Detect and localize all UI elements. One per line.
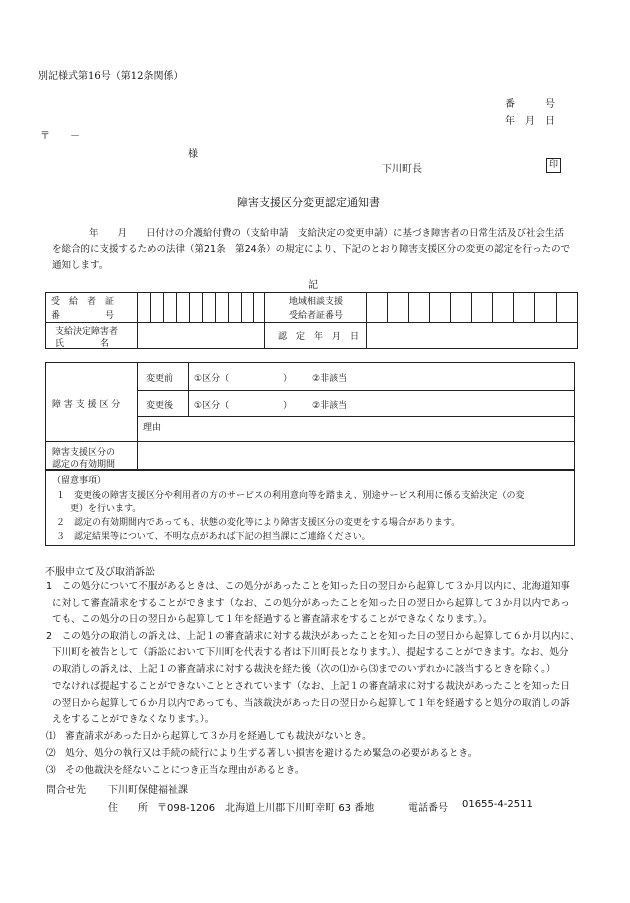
validity-label-line1: 障害支援区分の — [52, 448, 116, 458]
phone-label: 電話番号 — [408, 803, 448, 814]
appeal-condition-2: ⑵ 処分、処分の執行又は手続の続行により生ずる著しい損害を避けるため緊急の必要があるとき。 — [46, 748, 478, 759]
appeal-2-line3: の取消しの訴えは、上記１の審査請求に対する裁決を経た後（次の⑴から⑶までのいずれかに該当するときを除く。） — [52, 664, 556, 675]
intro-line-2: を総合的に支援するための法律（第21条 第24条）の規定により、下記のとおり障害支援区分の変更の認定を行ったので — [52, 244, 571, 255]
contact-department: 下川町保健福祉課 — [108, 785, 188, 796]
intro-line-3: 通知します。 — [52, 260, 109, 271]
appeal-condition-1: ⑴ 審査請求があった日から起算して３か月を経過しても裁決がないとき。 — [46, 731, 372, 742]
note-1-line2: 更）を行います。 — [70, 504, 142, 514]
appeal-2-line4: でなければ提起することができないこととされています（なお、上記１の審査請求に対する裁決があったことを知った日 — [52, 681, 570, 692]
consult-label-line2: 受給者証番号 — [289, 311, 344, 321]
ki-marker: 記 — [308, 280, 318, 291]
appeal-2-line5: の翌日から起算して６か月以内であっても、当該裁決があった日の翌日から起算して１年を経過すると処分の取消しの訴 — [52, 698, 570, 709]
after-change-label: 変更後 — [146, 401, 174, 411]
phone-number: 01655-4-2511 — [462, 799, 533, 810]
appeal-1-line2: に対して審査請求をすることができます（なお、この処分があったことを知った日の翌日から起算して３か月以内であっ — [52, 598, 570, 609]
appeal-1-line3: ても、この処分の日の翌日から起算して１年を経過すると審査請求をすることができなくなります。）。 — [52, 614, 493, 625]
document-number-label: 番 号 — [505, 99, 555, 110]
addressee-suffix: 様 — [188, 149, 198, 160]
appeal-1-line1: 1 この処分について不服があるときは、この処分があったことを知った日の翌日から起算して３か月以内に、北海道知事 — [46, 581, 570, 592]
certification-date-label: 認 定 年 月 日 — [278, 332, 360, 342]
certification-date-field[interactable] — [368, 324, 577, 348]
consult-label-line1: 地域相談支援 — [289, 297, 344, 307]
support-class-label: 障 害 支 援 区 分 — [52, 400, 121, 410]
cert-label-line2: 番 号 — [51, 311, 115, 321]
note-2: ２ 認定の有効期間内であっても、状態の変化等により障害支援区分の変更をする場合があります。 — [56, 518, 461, 528]
after-not-applicable-option[interactable]: ②非該当 — [312, 401, 348, 411]
contact-label: 問合せ先 — [46, 785, 86, 796]
appeal-2-line1: 2 この処分の取消しの訴えは、上記１の審査請求に対する裁決があったことを知った日の翌日から起算して６か月以内に、 — [46, 631, 580, 642]
appeal-heading: 不服申立て及び取消訴訟 — [45, 567, 155, 578]
reason-label: 理由 — [143, 423, 162, 433]
person-name-field[interactable] — [139, 324, 263, 348]
sender-name: 下川町長 — [382, 164, 422, 175]
address-label: 住 所 — [108, 803, 148, 814]
appeal-2-line2: 下川町を被告として（訴訟において下川町を代表する者は下川町長となります。）、提起することができます。なお、処分 — [52, 647, 569, 658]
issue-date-label: 年 月 日 — [505, 116, 555, 127]
page-title: 障害支援区分変更認定通知書 — [237, 196, 380, 209]
person-label-line1: 支給決定障害者 — [55, 327, 119, 337]
intro-line-1: 年 月 日付けの介護給付費の（支給申請 支給決定の変更申請）に基づき障害者の日常生活及び社会生活 — [89, 228, 565, 239]
before-class-option[interactable]: ①区分（ ） — [194, 374, 293, 384]
address-text: 〒098-1206 北海道上川郡下川町幸町 63 番地 — [157, 803, 375, 814]
seal-mark: 印 — [546, 158, 561, 173]
validity-period-field[interactable] — [139, 443, 573, 469]
notes-heading: （留意事項） — [52, 476, 107, 486]
note-1-line1: １ 変更後の障害支援区分や利用者の方のサービスの利用意向等を踏まえ、別途サービス利用に係る支給決定（の変 — [56, 491, 525, 501]
form-reference: 別記様式第16号（第12条関係） — [38, 71, 184, 82]
cert-label-line1: 受 給 者 証 — [51, 297, 115, 307]
appeal-condition-3: ⑶ その他裁決を経ないことにつき正当な理由があるとき。 — [46, 765, 305, 776]
note-3: ３ 認定結果等について、不明な点があれば下記の担当課にご連絡ください。 — [56, 532, 371, 542]
after-class-option[interactable]: ①区分（ ） — [194, 401, 293, 411]
person-label-line2: 氏 名 — [55, 339, 110, 349]
appeal-2-line6: えをすることができなくなります。）。 — [52, 714, 215, 725]
before-not-applicable-option[interactable]: ②非該当 — [312, 374, 348, 384]
postal-code-mark: 〒 － — [40, 131, 80, 142]
validity-label-line2: 認定の有効期間 — [52, 460, 116, 470]
before-change-label: 変更前 — [146, 374, 174, 384]
